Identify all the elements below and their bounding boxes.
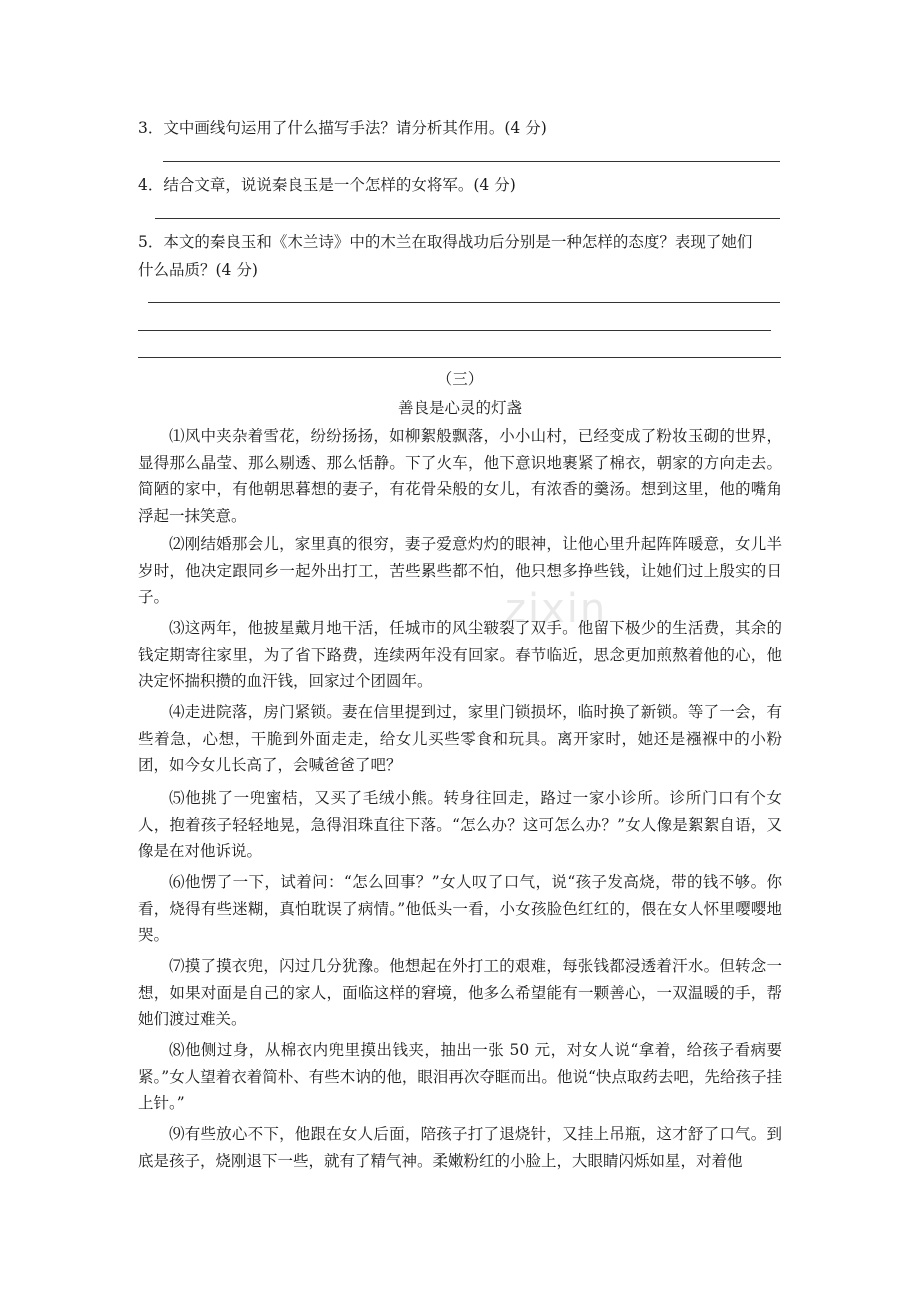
question-5-line-1: 5．本文的秦良玉和《木兰诗》中的木兰在取得战功后分别是一种怎样的态度？表现了她们 xyxy=(138,233,753,251)
answer-line-q4 xyxy=(155,218,780,219)
watermark: zixin xyxy=(505,586,608,632)
answer-line-q5-3 xyxy=(138,357,781,358)
question-4: 4．结合文章，说说秦良玉是一个怎样的女将军。(4 分) xyxy=(138,176,516,194)
paragraph-4: ⑷走进院落，房门紧锁。妻在信里提到过，家里门锁损坏，临时换了新锁。等了一会，有些着急，心想，干脆到外面走走，给女儿买些零食和玩具。离开家时，她还是襁褓中的小粉团，如今女儿长高了，会喊爸爸了吧？ xyxy=(138,703,782,775)
passage-title: 善良是心灵的灯盏 xyxy=(397,399,522,417)
paragraph-8: ⑻他侧过身，从棉衣内兜里摸出钱夹，抽出一张 50 元，对女人说“拿着，给孩子看病要紧。”女人望着衣着简朴、有些木讷的他，眼泪再次夺眶而出。他说“快点取药去吧，先给孩子挂上针。” xyxy=(138,1041,782,1113)
answer-line-q5-2 xyxy=(138,330,771,331)
paragraph-3: ⑶这两年，他披星戴月地干活，任城市的风尘皲裂了双手。他留下极少的生活费，其余的钱定期寄往家里，为了省下路费，连续两年没有回家。春节临近，思念更加煎熬着他的心，他决定怀揣积攒的血汗钱，回家过个团圆年。 xyxy=(138,619,782,691)
question-3: 3．文中画线句运用了什么描写手法？请分析其作用。(4 分) xyxy=(138,119,547,137)
question-5-line-2: 什么品质？(4 分) xyxy=(138,261,258,279)
section-number: （三） xyxy=(436,370,484,388)
paragraph-7: ⑺摸了摸衣兜，闪过几分犹豫。他想起在外打工的艰难，每张钱都浸透着汗水。但转念一想，如果对面是自己的家人，面临这样的窘境，他多么希望能有一颗善心，一双温暖的手，帮她们渡过难关。 xyxy=(138,957,782,1029)
answer-line-q5-1 xyxy=(148,302,780,303)
paragraph-1: ⑴风中夹杂着雪花，纷纷扬扬，如柳絮般飘落，小小山村，已经变成了粉妆玉砌的世界，显得那么晶莹、那么剔透、那么恬静。下了火车，他下意识地裹紧了棉衣，朝家的方向走去。简陋的家中，有他朝思暮想的妻子，有花骨朵般的女儿，有浓香的羹汤。想到这里，他的嘴角浮起一抹笑意。 xyxy=(138,427,782,525)
paragraph-9: ⑼有些放心不下，他跟在女人后面，陪孩子打了退烧针，又挂上吊瓶，这才舒了口气。到底是孩子，烧刚退下一些，就有了精气神。柔嫩粉红的小脸上，大眼睛闪烁如星，对着他 xyxy=(138,1125,782,1170)
answer-line-q3 xyxy=(163,161,780,162)
paragraph-2: ⑵刚结婚那会儿，家里真的很穷，妻子爱意灼灼的眼神，让他心里升起阵阵暖意，女儿半岁时，他决定跟同乡一起外出打工，苦些累些都不怕，他只想多挣些钱，让她们过上殷实的日子。 xyxy=(138,535,782,607)
paragraph-6: ⑹他愣了一下，试着问：“怎么回事？”女人叹了口气，说“孩子发高烧，带的钱不够。你看，烧得有些迷糊，真怕耽误了病情。”他低头一看，小女孩脸色红红的，偎在女人怀里嘤嘤地哭。 xyxy=(138,873,782,945)
paragraph-5: ⑸他挑了一兜蜜桔，又买了毛绒小熊。转身往回走，路过一家小诊所。诊所门口有个女人，抱着孩子轻轻地晃，急得泪珠直往下落。“怎么办？这可怎么办？”女人像是絮絮自语，又像是在对他诉说。 xyxy=(138,789,782,861)
